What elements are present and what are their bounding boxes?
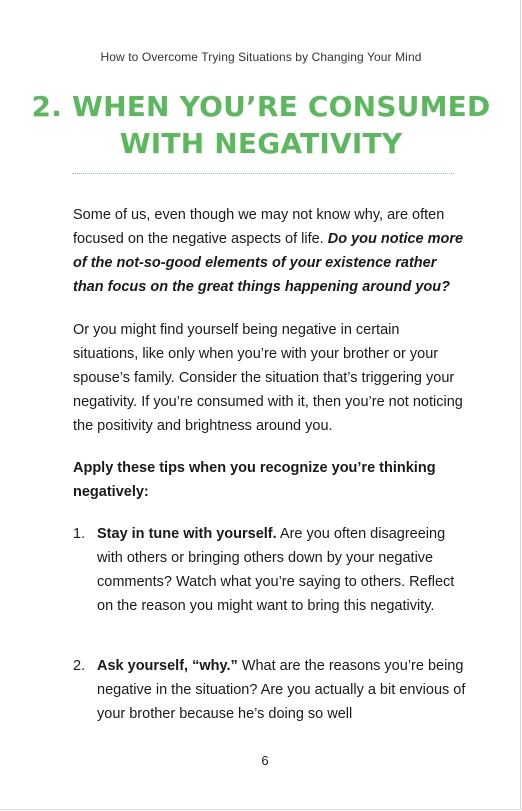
list-item [73, 522, 473, 618]
dotted-divider [72, 173, 454, 174]
list-number: 2. [73, 658, 86, 674]
paragraph-situations: Or you might find yourself being negative in certain situations, like only when you’re with your brother or your spouse’s family. Consider the situation that’s triggering your negativity. If you’re consumed with it, then you’re not noticing the positivity and brightness around you. [73, 322, 463, 434]
tip-text: What are the reasons you’re being negative in the situation? Are you actually a bit envious of your brother because he’s doing so well [97, 658, 466, 722]
tip-lead: Ask yourself, “why.” [97, 658, 238, 674]
tips-list-1 [73, 522, 473, 618]
tips-heading: Apply these tips when you recognize you’re thinking negatively: [73, 460, 436, 500]
page-number: 6 [261, 753, 269, 768]
paragraph-intro [73, 203, 468, 299]
chapter-title [0, 88, 522, 162]
paragraph-intro-emphasis: Do you notice more of the not-so-good elements of your existence rather than focus on the great things happening around you? [73, 231, 464, 295]
chapter-title-line-2: WITH NEGATIVITY [119, 127, 403, 160]
tip-text: Are you often disagreeing with others or bringing others down by your negative comments? Watch what you’re saying to others. Reflect on the reason you might want to bring this negativity. [97, 526, 455, 614]
tips-list-2 [73, 654, 473, 726]
list-item [73, 654, 473, 726]
list-number: 1. [73, 526, 86, 542]
tip-lead: Stay in tune with yourself. [97, 526, 277, 542]
chapter-title-line-1: 2. WHEN YOU’RE CONSUMED [31, 90, 491, 123]
running-header: How to Overcome Trying Situations by Changing Your Mind [100, 50, 422, 64]
paragraph-intro-text: Some of us, even though we may not know why, are often focused on the negative aspects of life. [73, 207, 445, 247]
